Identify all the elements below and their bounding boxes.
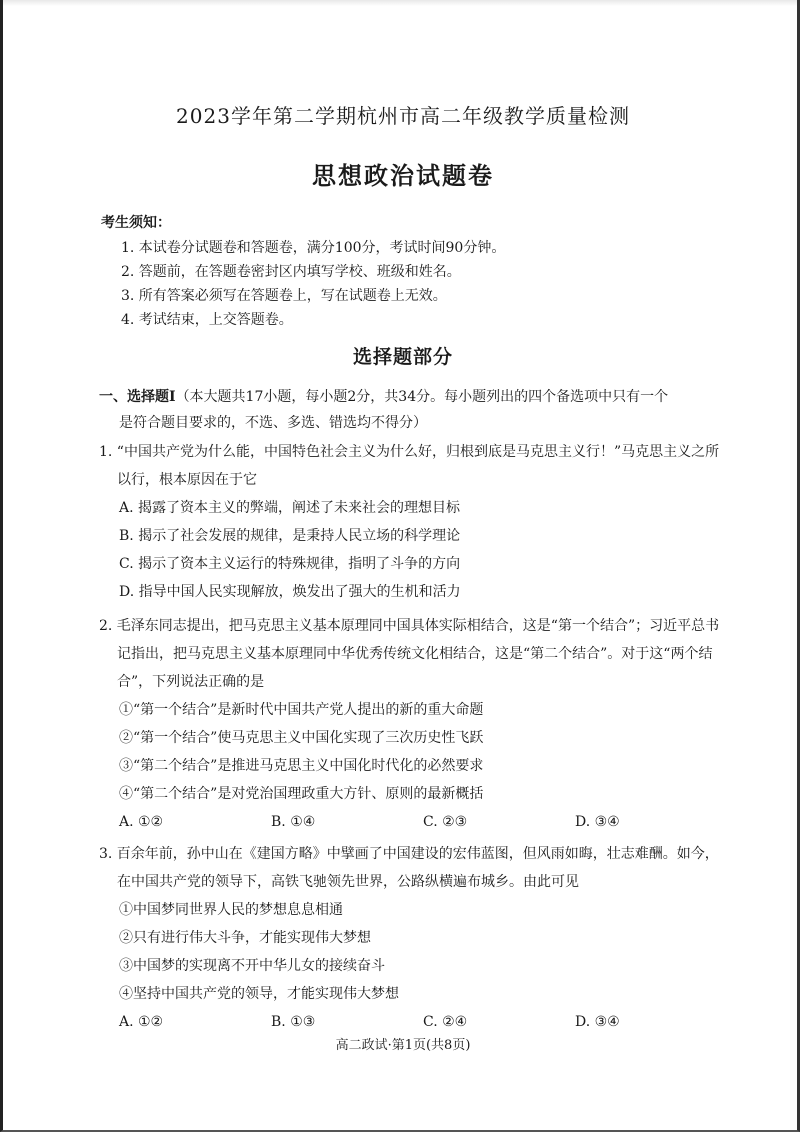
- answer-b: B. ①③: [271, 1014, 316, 1030]
- answer-choices: [99, 808, 729, 836]
- statement-1: ①中国梦同世界人民的梦想息息相通: [119, 902, 343, 918]
- exam-title: 2023学年第二学期杭州市高二年级教学质量检测: [176, 104, 630, 128]
- option-a: A. 揭露了资本主义的弊端，阐述了未来社会的理想目标: [119, 500, 461, 516]
- statement-2: ②“第一个结合”使马克思主义中国化实现了三次历史性飞跃: [119, 730, 484, 746]
- notice-item: 2. 答题前，在答题卷密封区内填写学校、班级和姓名。: [121, 264, 461, 280]
- scan-edge: [3, 0, 800, 6]
- section-title: 选择题部分: [352, 346, 453, 368]
- statement-1: ①“第一个结合”是新时代中国共产党人提出的新的重大命题: [119, 702, 484, 718]
- notice-item: 4. 考试结束，上交答题卷。: [121, 312, 293, 328]
- statement-4: ④坚持中国共产党的领导，才能实现伟大梦想: [119, 986, 399, 1002]
- answer-b: B. ①④: [271, 814, 316, 830]
- statement-2: ②只有进行伟大斗争，才能实现伟大梦想: [119, 930, 371, 946]
- notice-heading: 考生须知：: [101, 215, 171, 231]
- page-footer: 高二政试·第1页(共8页): [335, 1038, 471, 1053]
- question-stem: 3. 百余年前，孙中山在《建国方略》中擘画了中国建设的宏伟蓝图，但风雨如晦，壮志难酬。如今，在中国共产党的领导下，高铁飞驰领先世界，公路纵横遍布城乡。由此可见: [99, 846, 719, 890]
- question-stem: 2. 毛泽东同志提出，把马克思主义基本原理同中国具体实际相结合，这是“第一个结合”；习近平总书记指出，把马克思主义基本原理同中华优秀传统文化相结合，这是“第二个结合”。对于这“两个结合”，下列说法正确的是: [99, 618, 720, 690]
- question-3: [99, 840, 729, 1036]
- answer-d: D. ③④: [575, 814, 620, 830]
- part-label: 一、选择题Ⅰ: [99, 389, 176, 405]
- answer-c: C. ②③: [423, 814, 468, 830]
- notice-list: [121, 236, 505, 332]
- answer-choices: [99, 1008, 729, 1036]
- answer-d: D. ③④: [575, 1014, 620, 1030]
- statement-3: ③“第二个结合”是推进马克思主义中国化时代化的必然要求: [119, 758, 484, 774]
- part-instruction: （本大题共17小题，每小题2分，共34分。每小题列出的四个备选项中只有一个: [175, 389, 669, 405]
- part-heading: [99, 384, 739, 436]
- option-d: D. 指导中国人民实现解放，焕发出了强大的生机和活力: [119, 584, 461, 600]
- answer-a: A. ①②: [119, 1014, 164, 1030]
- option-c: C. 揭示了资本主义运行的特殊规律，指明了斗争的方向: [119, 556, 461, 572]
- part-instruction-cont: 是符合题目要求的，不选、多选、错选均不得分）: [119, 415, 427, 431]
- exam-subtitle: 思想政治试题卷: [312, 161, 494, 190]
- answer-c: C. ②④: [423, 1014, 468, 1030]
- question-stem: 1. “中国共产党为什么能，中国特色社会主义为什么好，归根到底是马克思主义行！”马克思主义之所以行，根本原因在于它: [99, 444, 720, 488]
- answer-a: A. ①②: [119, 814, 164, 830]
- statement-3: ③中国梦的实现离不开中华儿女的接续奋斗: [119, 958, 385, 974]
- notice-item: 1. 本试卷分试题卷和答题卷，满分100分，考试时间90分钟。: [121, 240, 506, 256]
- question-2: [99, 612, 729, 836]
- statement-4: ④“第二个结合”是对党治国理政重大方针、原则的最新概括: [119, 786, 484, 802]
- option-b: B. 揭示了社会发展的规律，是秉持人民立场的科学理论: [119, 528, 461, 544]
- question-1: [99, 438, 729, 606]
- notice-item: 3. 所有答案必须写在答题卷上，写在试题卷上无效。: [121, 288, 447, 304]
